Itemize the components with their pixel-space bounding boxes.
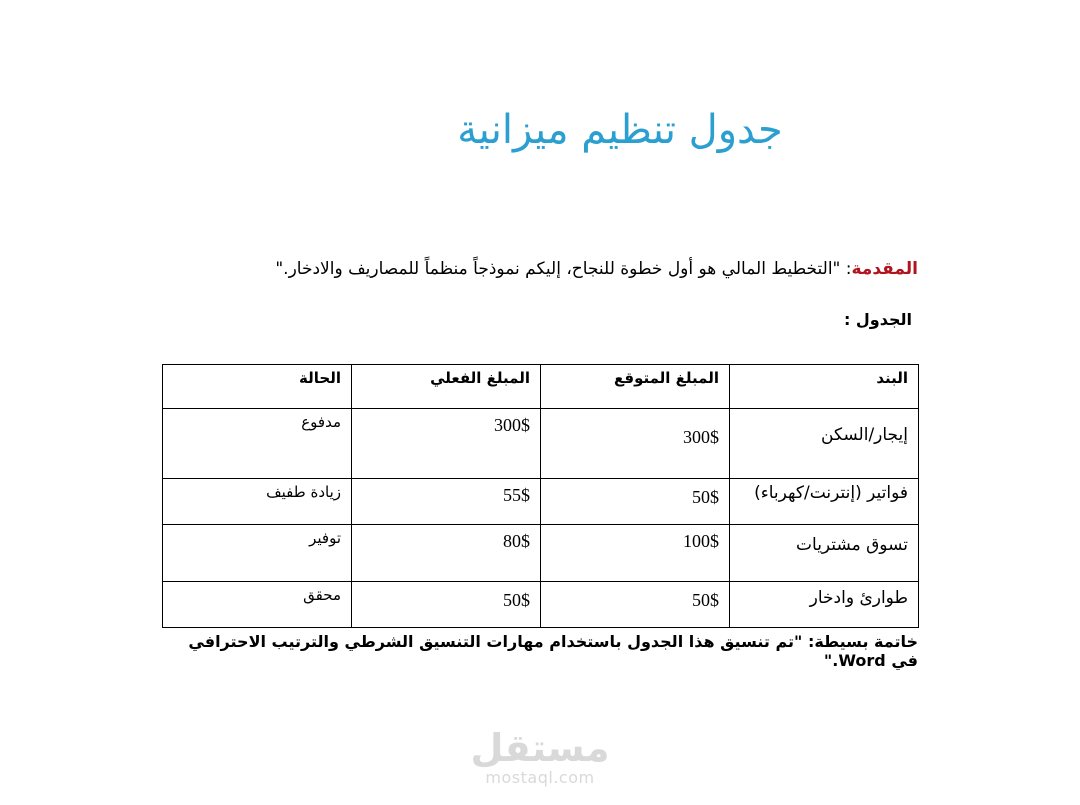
expected-value: 50$ <box>692 590 719 610</box>
cell-item: طوارئ وادخار <box>730 582 919 628</box>
table-heading: الجدول : <box>843 310 912 329</box>
header-item: البند <box>730 365 919 409</box>
cell-actual <box>352 409 541 479</box>
cell-expected <box>541 479 730 525</box>
table-row <box>163 409 919 479</box>
header-expected: المبلغ المتوقع <box>541 365 730 409</box>
intro-text: : "التخطيط المالي هو أول خطوة للنجاح، إليكم نموذجاً منظماً للمصاريف والادخار." <box>275 259 852 279</box>
table-header-row <box>163 365 919 409</box>
cell-status: زيادة طفيف <box>163 479 352 525</box>
cell-expected <box>541 525 730 582</box>
budget-table <box>162 364 919 628</box>
table-row <box>163 525 919 582</box>
cell-item: تسوق مشتريات <box>730 525 919 582</box>
header-actual: المبلغ الفعلي <box>352 365 541 409</box>
expected-value: 50$ <box>692 487 719 507</box>
cell-item: فواتير (إنترنت/كهرباء) <box>730 479 919 525</box>
document-title: جدول تنظيم ميزانية <box>457 107 783 153</box>
conclusion-paragraph: خاتمة بسيطة: "تم تنسيق هذا الجدول باستخدام مهارات التنسيق الشرطي والترتيب الاحترافي في Word." <box>188 632 918 670</box>
intro-paragraph <box>158 256 918 282</box>
cell-status: توفير <box>163 525 352 582</box>
mostaql-watermark-logo <box>470 728 610 787</box>
cell-actual <box>352 525 541 582</box>
cell-actual <box>352 582 541 628</box>
cell-actual <box>352 479 541 525</box>
cell-item: إيجار/السكن <box>730 409 919 479</box>
watermark-arabic: مستقل <box>470 726 610 770</box>
watermark-latin: mostaql.com <box>485 768 595 787</box>
header-status: الحالة <box>163 365 352 409</box>
actual-value: 50$ <box>503 590 530 610</box>
cell-status: مدفوع <box>163 409 352 479</box>
actual-value: 80$ <box>503 531 530 551</box>
expected-value: 300$ <box>683 427 719 447</box>
expected-value: 100$ <box>683 531 719 551</box>
intro-label: المقدمة <box>851 259 918 279</box>
cell-expected <box>541 409 730 479</box>
actual-value: 300$ <box>494 415 530 435</box>
cell-expected <box>541 582 730 628</box>
actual-value: 55$ <box>503 485 530 505</box>
table-row <box>163 582 919 628</box>
cell-status: محقق <box>163 582 352 628</box>
table-row <box>163 479 919 525</box>
